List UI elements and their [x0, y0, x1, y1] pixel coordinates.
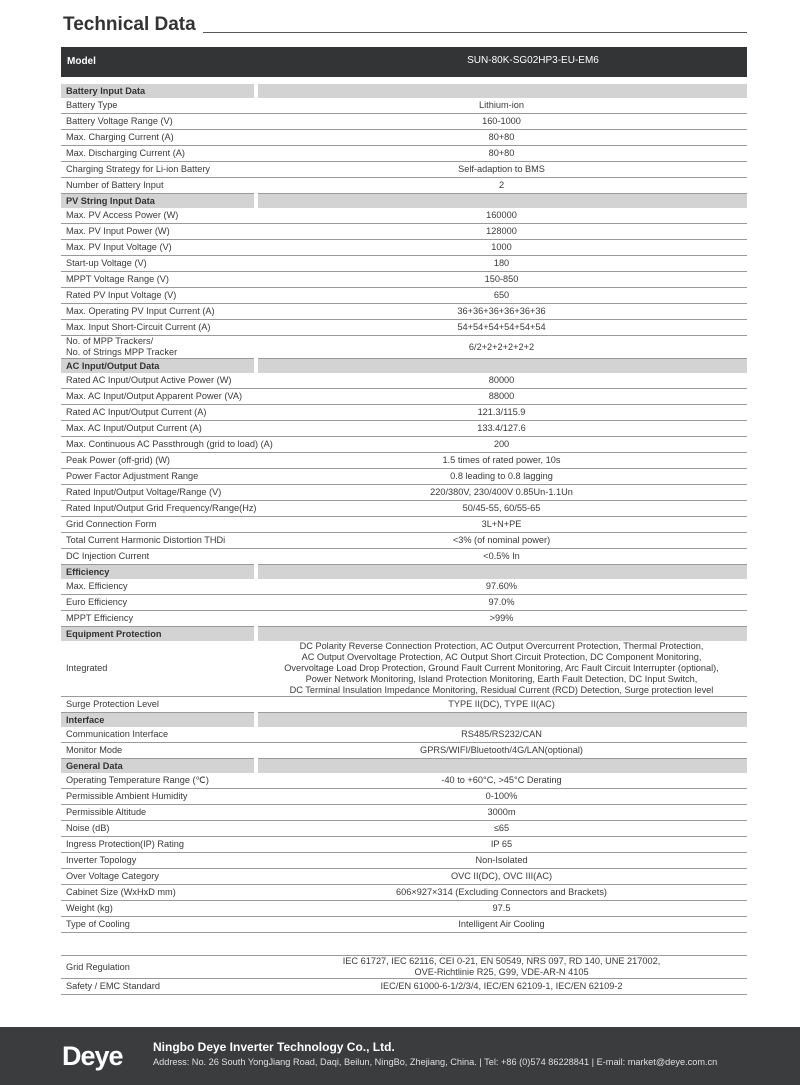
- spec-row-label: Euro Efficiency: [61, 595, 256, 611]
- spec-row: [61, 421, 747, 437]
- spec-row: [61, 437, 747, 453]
- spec-row: [61, 178, 747, 194]
- spec-row-value: 1.5 times of rated power, 10s: [256, 453, 747, 469]
- spec-row: [61, 320, 747, 336]
- spec-row: [61, 641, 747, 697]
- spec-row-value: 3000m: [256, 805, 747, 821]
- spec-row-value: 128000: [256, 224, 747, 240]
- spec-row: [61, 697, 747, 713]
- footer: [0, 1027, 800, 1085]
- spec-row: [61, 288, 747, 304]
- spec-row-value: RS485/RS232/CAN: [256, 727, 747, 743]
- spec-row-value: Non-Isolated: [256, 853, 747, 869]
- section-header-value: [256, 627, 747, 642]
- spec-row-label: Weight (kg): [61, 901, 256, 917]
- spec-row-label: Power Factor Adjustment Range: [61, 469, 256, 485]
- section-header-label: General Data: [61, 759, 256, 774]
- section-header: [61, 713, 747, 728]
- spec-row-label: Surge Protection Level: [61, 697, 256, 713]
- spec-row-label: Max. Efficiency: [61, 579, 256, 595]
- spec-row-label: Monitor Mode: [61, 743, 256, 759]
- section-header: [61, 84, 747, 98]
- spec-row-label: Battery Type: [61, 98, 256, 114]
- spec-row-value: 80+80: [256, 146, 747, 162]
- spec-row-value: 80+80: [256, 130, 747, 146]
- spec-row-value: 97.0%: [256, 595, 747, 611]
- spec-row: [61, 272, 747, 288]
- spec-row: [61, 611, 747, 627]
- spec-row-value: 133.4/127.6: [256, 421, 747, 437]
- section-header: [61, 627, 747, 642]
- spec-row-value: DC Polarity Reverse Connection Protection, AC Output Overcurrent Protection, Thermal Protection, AC Output Overvoltage Protection, AC Output Short Circuit Protection, DC Component Monitoring, Overvoltage Load Drop Protection, Ground Fault Current Monitoring, Arc Fault Circuit Interrupter (optional), Power Network Monitoring, Island Protection Monitoring, Earth Fault Detection, DC Input Switch, DC Terminal Insulation Impedance Monitoring, Residual Current (RCD) Detection, Surge protection level: [256, 641, 747, 697]
- spec-row-value: >99%: [256, 611, 747, 627]
- section-header-label: PV String Input Data: [61, 194, 256, 209]
- spec-row-value: Self-adaption to BMS: [256, 162, 747, 178]
- section-header-value: [256, 713, 747, 728]
- spec-row-value: ≤65: [256, 821, 747, 837]
- spec-row-label: Peak Power (off-grid) (W): [61, 453, 256, 469]
- spec-row: [61, 853, 747, 869]
- spec-row-label: Operating Temperature Range (℃): [61, 773, 256, 789]
- section-header-value: [256, 359, 747, 374]
- section-header-value: [256, 565, 747, 580]
- spec-row: [61, 336, 747, 359]
- spec-row-value: 3L+N+PE: [256, 517, 747, 533]
- spec-row-value: 180: [256, 256, 747, 272]
- standard-row-label: Safety / EMC Standard: [61, 979, 256, 995]
- spec-row-value: OVC II(DC), OVC III(AC): [256, 869, 747, 885]
- spec-row-label: Max. Discharging Current (A): [61, 146, 256, 162]
- spec-row: [61, 389, 747, 405]
- spec-row-value: 2: [256, 178, 747, 194]
- spec-row-label: Ingress Protection(IP) Rating: [61, 837, 256, 853]
- spec-row: [61, 405, 747, 421]
- spec-row-value: 200: [256, 437, 747, 453]
- spec-row-label: Communication Interface: [61, 727, 256, 743]
- spec-row-label: Grid Connection Form: [61, 517, 256, 533]
- standard-row-label: Grid Regulation: [61, 956, 256, 979]
- spec-row-value: 97.60%: [256, 579, 747, 595]
- spec-row-value: -40 to +60°C, >45°C Derating: [256, 773, 747, 789]
- spec-row: [61, 485, 747, 501]
- spec-row: [61, 579, 747, 595]
- spec-row: [61, 256, 747, 272]
- spec-row-value: 1000: [256, 240, 747, 256]
- section-header-label: Equipment Protection: [61, 627, 256, 642]
- spec-row: [61, 208, 747, 224]
- spec-row-label: Type of Cooling: [61, 917, 256, 933]
- spec-row: [61, 469, 747, 485]
- spec-row-label: Max. Continuous AC Passthrough (grid to load) (A): [61, 437, 256, 453]
- spec-row-label: Permissible Ambient Humidity: [61, 789, 256, 805]
- standard-row-value: IEC/EN 61000-6-1/2/3/4, IEC/EN 62109-1, IEC/EN 62109-2: [256, 979, 747, 995]
- spec-row: [61, 837, 747, 853]
- spec-table: [61, 84, 747, 995]
- spec-row-value: 0.8 leading to 0.8 lagging: [256, 469, 747, 485]
- spec-row: [61, 595, 747, 611]
- spec-row-label: Over Voltage Category: [61, 869, 256, 885]
- spec-row-value: 160-1000: [256, 114, 747, 130]
- spec-row-label: Integrated: [61, 641, 256, 697]
- spec-row-value: 97.5: [256, 901, 747, 917]
- deye-logo: Deye: [62, 1041, 123, 1071]
- spec-row-label: Battery Voltage Range (V): [61, 114, 256, 130]
- section-header: [61, 759, 747, 774]
- model-label: Model: [67, 56, 96, 67]
- spec-row-label: Total Current Harmonic Distortion THDi: [61, 533, 256, 549]
- spec-row: [61, 789, 747, 805]
- page-title: Technical Data: [63, 14, 196, 35]
- spec-row: [61, 517, 747, 533]
- spec-row-value: <0.5% In: [256, 549, 747, 565]
- spec-row: [61, 114, 747, 130]
- spec-row-label: Max. PV Access Power (W): [61, 208, 256, 224]
- spec-row-label: Max. PV Input Voltage (V): [61, 240, 256, 256]
- spec-row-value: Intelligent Air Cooling: [256, 917, 747, 933]
- company-name: Ningbo Deye Inverter Technology Co., Ltd.: [153, 1040, 395, 1054]
- spec-row: [61, 727, 747, 743]
- spec-row: [61, 224, 747, 240]
- spec-row-value: 606×927×314 (Excluding Connectors and Brackets): [256, 885, 747, 901]
- spec-row-value: Lithium-ion: [256, 98, 747, 114]
- spec-row-value: 36+36+36+36+36+36: [256, 304, 747, 320]
- model-header: [61, 47, 747, 77]
- spec-row-label: Cabinet Size (WxHxD mm): [61, 885, 256, 901]
- section-header-label: Interface: [61, 713, 256, 728]
- company-address: Address: No. 26 South YongJiang Road, Daqi, Beilun, NingBo, Zhejiang, China. | Tel: +86 (0)574 86228841 | E-mail: market@deye.com.cn: [153, 1057, 718, 1067]
- standard-row: [61, 956, 747, 979]
- spec-row-label: Rated Input/Output Voltage/Range (V): [61, 485, 256, 501]
- section-header-value: [256, 194, 747, 209]
- spec-row: [61, 130, 747, 146]
- spec-row: [61, 773, 747, 789]
- model-value: SUN-80K-SG02HP3-EU-EM6: [467, 55, 599, 66]
- spec-row-value: GPRS/WIFI/Bluetooth/4G/LAN(optional): [256, 743, 747, 759]
- spec-row-value: 121.3/115.9: [256, 405, 747, 421]
- spec-row: [61, 805, 747, 821]
- spec-row-label: Inverter Topology: [61, 853, 256, 869]
- spec-row-label: MPPT Efficiency: [61, 611, 256, 627]
- section-header-label: Battery Input Data: [61, 84, 256, 98]
- spec-row: [61, 453, 747, 469]
- spec-row: [61, 917, 747, 933]
- spec-row: [61, 533, 747, 549]
- spec-row: [61, 821, 747, 837]
- spec-row: [61, 146, 747, 162]
- spec-row-label: Charging Strategy for Li-ion Battery: [61, 162, 256, 178]
- spec-row-label: Noise (dB): [61, 821, 256, 837]
- spec-row-value: 650: [256, 288, 747, 304]
- spec-row-label: Number of Battery Input: [61, 178, 256, 194]
- spec-row: [61, 240, 747, 256]
- section-header-label: Efficiency: [61, 565, 256, 580]
- spec-row-label: MPPT Voltage Range (V): [61, 272, 256, 288]
- spec-row-value: 220/380V, 230/400V 0.85Un-1.1Un: [256, 485, 747, 501]
- standard-row: [61, 979, 747, 995]
- spec-row-label: Rated PV Input Voltage (V): [61, 288, 256, 304]
- spec-row-label: Rated AC Input/Output Current (A): [61, 405, 256, 421]
- spec-row-value: TYPE II(DC), TYPE II(AC): [256, 697, 747, 713]
- section-header-label: AC Input/Output Data: [61, 359, 256, 374]
- spec-row-label: Max. AC Input/Output Current (A): [61, 421, 256, 437]
- spec-row-value: 6/2+2+2+2+2+2: [256, 336, 747, 359]
- spec-row: [61, 869, 747, 885]
- spec-row-label: Max. PV Input Power (W): [61, 224, 256, 240]
- spec-row-value: IP 65: [256, 837, 747, 853]
- title-rule: [203, 32, 747, 33]
- spec-row: [61, 162, 747, 178]
- spec-row-value: 88000: [256, 389, 747, 405]
- spec-row-label: Rated Input/Output Grid Frequency/Range(Hz): [61, 501, 256, 517]
- spec-row: [61, 304, 747, 320]
- spec-row-label: Rated AC Input/Output Active Power (W): [61, 373, 256, 389]
- spec-row-value: 50/45-55, 60/55-65: [256, 501, 747, 517]
- spec-row-label: Max. AC Input/Output Apparent Power (VA): [61, 389, 256, 405]
- spec-row-label: Max. Operating PV Input Current (A): [61, 304, 256, 320]
- spec-row-label: Max. Input Short-Circuit Current (A): [61, 320, 256, 336]
- spec-row-value: 0-100%: [256, 789, 747, 805]
- section-header: [61, 194, 747, 209]
- spec-row-value: 150-850: [256, 272, 747, 288]
- spec-row-value: 160000: [256, 208, 747, 224]
- spec-row: [61, 885, 747, 901]
- spec-row: [61, 98, 747, 114]
- section-header: [61, 359, 747, 374]
- standard-row-value: IEC 61727, IEC 62116, CEI 0-21, EN 50549, NRS 097, RD 140, UNE 217002, OVE-Richtlinie R25, G99, VDE-AR-N 4105: [256, 956, 747, 979]
- spec-row-label: Max. Charging Current (A): [61, 130, 256, 146]
- section-header-value: [256, 84, 747, 98]
- spec-row: [61, 373, 747, 389]
- spec-row-value: 80000: [256, 373, 747, 389]
- table-spacer: [61, 933, 747, 956]
- spec-row-label: Permissible Altitude: [61, 805, 256, 821]
- spec-row-label: DC Injection Current: [61, 549, 256, 565]
- spec-row: [61, 549, 747, 565]
- spec-row-value: 54+54+54+54+54+54: [256, 320, 747, 336]
- spec-row-label: No. of MPP Trackers/ No. of Strings MPP Tracker: [61, 336, 256, 359]
- section-header: [61, 565, 747, 580]
- spec-row-label: Start-up Voltage (V): [61, 256, 256, 272]
- spec-row: [61, 501, 747, 517]
- spec-row: [61, 901, 747, 917]
- spec-row: [61, 743, 747, 759]
- spec-row-value: <3% (of nominal power): [256, 533, 747, 549]
- section-header-value: [256, 759, 747, 774]
